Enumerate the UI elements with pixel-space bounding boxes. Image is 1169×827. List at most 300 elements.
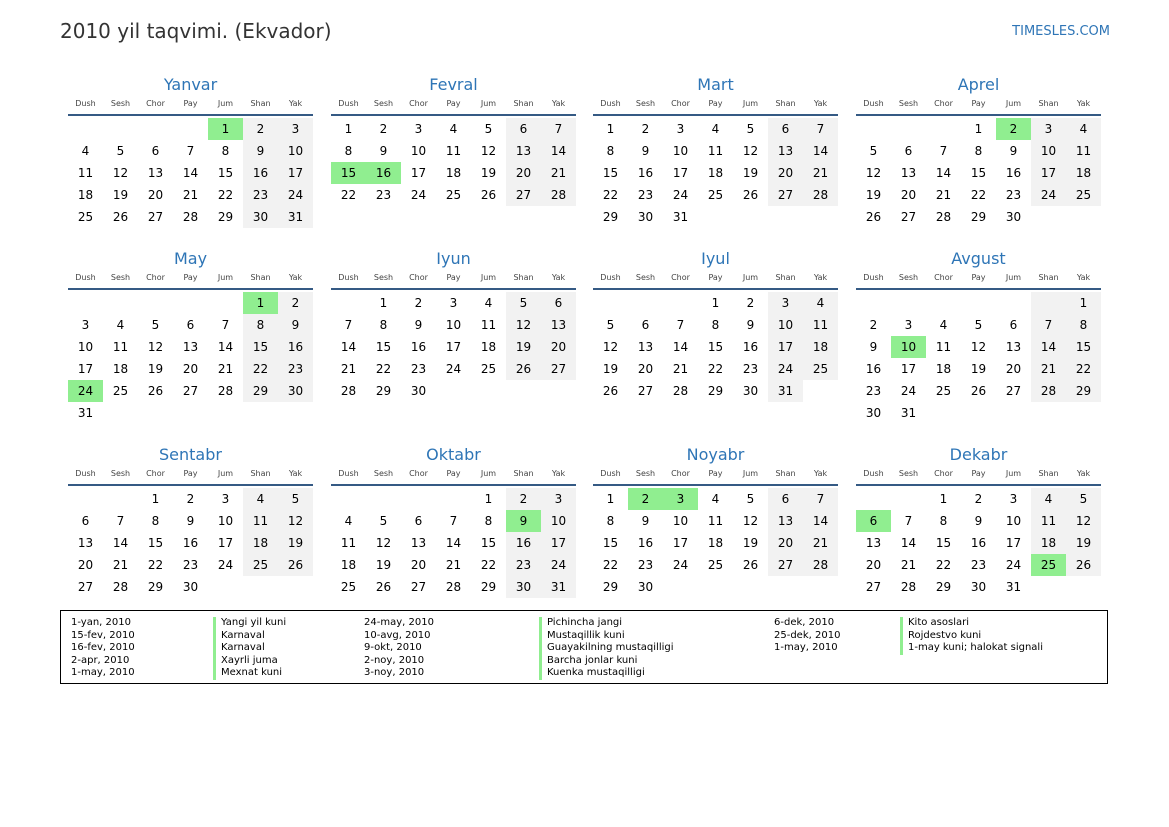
day-cell: 23 (410, 362, 427, 376)
day-cell: 8 (379, 318, 388, 332)
day-cell: 18 (707, 536, 724, 550)
day-cell: 17 (1005, 536, 1022, 550)
day-cell-holiday: 2 (628, 488, 663, 510)
weekday-label: Chor (934, 99, 953, 108)
weekday-label: Shan (1038, 469, 1059, 478)
day-cell: 11 (77, 166, 94, 180)
day-cell: 21 (182, 188, 199, 202)
day-cell: 27 (147, 210, 164, 224)
site-link[interactable]: TIMESLES.COM (1012, 24, 1110, 39)
day-cell: 3 (1031, 118, 1066, 140)
weekday-label: Sesh (110, 469, 131, 478)
day-cell: 26 (112, 210, 129, 224)
day-cell: 28 (1031, 380, 1066, 402)
day-cell: 4 (1031, 488, 1066, 510)
day-cell: 12 (602, 340, 619, 354)
day-cell: 17 (217, 536, 234, 550)
holiday-date: 2-apr, 2010 (71, 654, 130, 666)
weekday-label: Yak (288, 99, 303, 108)
weekday-label: Pay (708, 469, 723, 478)
day-grid (856, 290, 1101, 424)
day-cell: 30 (243, 206, 278, 228)
weekday-label: Dush (863, 469, 884, 478)
weekday-header (331, 467, 576, 486)
day-cell: 14 (803, 140, 838, 162)
day-empty (628, 292, 663, 314)
day-cell: 31 (900, 406, 917, 420)
month-oktabr (331, 445, 576, 598)
day-cell: 28 (445, 580, 462, 594)
holiday-name: Yangi yil kuni (213, 617, 286, 630)
weekday-label: Pay (446, 99, 461, 108)
day-cell: 5 (379, 514, 388, 528)
day-cell: 7 (676, 318, 685, 332)
weekday-label: Chor (409, 99, 428, 108)
weekday-label: Dush (863, 99, 884, 108)
weekday-label: Dush (338, 99, 359, 108)
day-cell: 8 (151, 514, 160, 528)
holiday-date: 6-dek, 2010 (774, 617, 835, 628)
day-empty (331, 292, 366, 314)
weekday-label: Pay (708, 273, 723, 282)
day-cell: 24 (445, 362, 462, 376)
day-cell: 29 (1066, 380, 1101, 402)
day-cell: 5 (151, 318, 160, 332)
day-cell: 18 (707, 166, 724, 180)
day-empty (856, 292, 891, 314)
day-cell: 24 (217, 558, 234, 572)
weekday-header (593, 97, 838, 116)
day-cell: 25 (1066, 184, 1101, 206)
day-empty (401, 488, 436, 510)
day-cell: 20 (900, 188, 917, 202)
day-cell: 30 (506, 576, 541, 598)
day-cell: 10 (217, 514, 234, 528)
day-cell: 10 (768, 314, 803, 336)
day-cell: 28 (541, 184, 576, 206)
day-cell: 30 (970, 580, 987, 594)
weekday-label: Yak (288, 273, 303, 282)
weekday-label: Yak (551, 273, 566, 282)
day-cell: 29 (147, 580, 164, 594)
day-cell: 3 (541, 488, 576, 510)
day-empty (103, 118, 138, 140)
day-cell: 9 (414, 318, 423, 332)
weekday-label: Chor (934, 469, 953, 478)
holiday-date: 25-dek, 2010 (774, 629, 841, 641)
day-cell: 20 (182, 362, 199, 376)
day-cell: 14 (541, 140, 576, 162)
day-cell: 13 (541, 314, 576, 336)
day-cell: 17 (278, 162, 313, 184)
day-cell: 18 (803, 336, 838, 358)
day-cell: 22 (707, 362, 724, 376)
weekday-label: Yak (288, 469, 303, 478)
day-cell: 13 (768, 510, 803, 532)
day-cell: 22 (375, 362, 392, 376)
month-may (68, 249, 313, 424)
day-cell: 24 (541, 554, 576, 576)
day-cell: 25 (243, 554, 278, 576)
day-cell: 25 (340, 580, 357, 594)
day-cell: 28 (112, 580, 129, 594)
day-cell: 10 (410, 144, 427, 158)
weekday-label: Shan (1038, 273, 1059, 282)
month-sentabr (68, 445, 313, 598)
day-cell: 5 (974, 318, 983, 332)
day-cell: 14 (935, 166, 952, 180)
day-cell: 5 (506, 292, 541, 314)
month-name: Noyabr (686, 445, 745, 464)
holiday-name: Guayakilning mustaqilligi (539, 642, 674, 655)
day-cell: 11 (803, 314, 838, 336)
day-cell: 13 (506, 140, 541, 162)
day-cell: 9 (278, 314, 313, 336)
day-cell: 16 (637, 536, 654, 550)
weekday-label: Chor (671, 273, 690, 282)
day-cell: 8 (939, 514, 948, 528)
day-cell: 13 (768, 140, 803, 162)
day-cell: 28 (672, 384, 689, 398)
day-cell: 14 (1031, 336, 1066, 358)
day-cell: 25 (77, 210, 94, 224)
day-cell: 8 (606, 144, 615, 158)
day-cell: 10 (672, 144, 689, 158)
day-cell: 21 (935, 188, 952, 202)
weekday-label: Chor (146, 99, 165, 108)
day-empty (996, 292, 1031, 314)
day-cell: 28 (217, 384, 234, 398)
holiday-date: 1-yan, 2010 (71, 617, 131, 628)
day-cell: 7 (449, 514, 458, 528)
day-cell: 27 (768, 554, 803, 576)
day-cell: 12 (865, 166, 882, 180)
day-cell: 8 (344, 144, 353, 158)
day-cell: 1 (939, 492, 948, 506)
day-cell-holiday: 16 (366, 162, 401, 184)
weekday-label: Pay (183, 273, 198, 282)
day-cell: 19 (602, 362, 619, 376)
day-empty (68, 292, 103, 314)
day-cell: 6 (151, 144, 160, 158)
month-name: Oktabr (426, 445, 481, 464)
weekday-header (593, 467, 838, 486)
weekday-label: Yak (1076, 99, 1091, 108)
day-cell: 6 (414, 514, 423, 528)
day-cell: 10 (672, 514, 689, 528)
month-name: May (173, 249, 208, 268)
day-cell: 27 (637, 384, 654, 398)
day-cell: 21 (217, 362, 234, 376)
day-cell: 16 (410, 340, 427, 354)
day-cell: 12 (742, 514, 759, 528)
day-cell: 26 (480, 188, 497, 202)
weekday-label: Dush (75, 469, 96, 478)
day-cell: 3 (278, 118, 313, 140)
holiday-name: 1-may kuni; halokat signali (900, 642, 1043, 655)
holiday-date: 1-may, 2010 (71, 667, 135, 678)
day-cell: 14 (112, 536, 129, 550)
day-cell: 15 (147, 536, 164, 550)
day-empty (366, 488, 401, 510)
day-cell: 15 (602, 166, 619, 180)
day-cell: 30 (637, 210, 654, 224)
day-cell: 2 (379, 122, 388, 136)
day-cell: 9 (379, 144, 388, 158)
day-cell: 24 (768, 358, 803, 380)
weekday-label: Shan (250, 99, 271, 108)
day-cell: 7 (803, 118, 838, 140)
day-cell: 31 (77, 406, 94, 420)
day-cell: 21 (340, 362, 357, 376)
day-cell: 22 (340, 188, 357, 202)
month-name: Yanvar (163, 75, 218, 94)
day-cell: 14 (672, 340, 689, 354)
day-cell: 23 (637, 558, 654, 572)
day-cell: 7 (803, 488, 838, 510)
day-cell: 27 (541, 358, 576, 380)
weekday-label: Shan (1038, 99, 1059, 108)
day-cell: 19 (1066, 532, 1101, 554)
day-cell: 5 (746, 122, 755, 136)
day-cell: 16 (970, 536, 987, 550)
weekday-label: Yak (551, 469, 566, 478)
day-cell: 18 (445, 166, 462, 180)
holiday-name: Rojdestvo kuni (900, 630, 1043, 643)
day-cell: 18 (1066, 162, 1101, 184)
day-cell: 24 (672, 188, 689, 202)
day-empty (891, 488, 926, 510)
legend-dates-column (364, 617, 434, 680)
day-cell-holiday: 3 (663, 488, 698, 510)
day-cell: 14 (445, 536, 462, 550)
day-cell: 23 (1005, 188, 1022, 202)
day-cell: 13 (147, 166, 164, 180)
day-cell: 14 (900, 536, 917, 550)
day-cell: 19 (970, 362, 987, 376)
day-cell: 3 (676, 122, 685, 136)
day-cell: 2 (278, 292, 313, 314)
day-cell: 10 (1031, 140, 1066, 162)
weekday-header (856, 97, 1101, 116)
day-cell: 29 (217, 210, 234, 224)
month-fevral (331, 75, 576, 206)
weekday-label: Shan (513, 99, 534, 108)
day-cell: 19 (742, 166, 759, 180)
day-grid (856, 486, 1101, 598)
holiday-date: 3-noy, 2010 (364, 667, 425, 678)
day-empty (926, 118, 961, 140)
day-cell: 8 (974, 144, 983, 158)
weekday-label: Yak (813, 469, 828, 478)
day-cell: 2 (243, 118, 278, 140)
day-cell: 11 (445, 144, 462, 158)
day-cell: 29 (602, 580, 619, 594)
day-cell: 26 (742, 558, 759, 572)
day-cell: 29 (480, 580, 497, 594)
day-empty (926, 292, 961, 314)
day-cell: 18 (77, 188, 94, 202)
day-empty (173, 292, 208, 314)
page-title: 2010 yil taqvimi. (Ekvador) (60, 19, 332, 43)
day-cell: 29 (707, 384, 724, 398)
day-cell: 13 (410, 536, 427, 550)
weekday-label: Sesh (635, 273, 656, 282)
day-cell: 1 (1066, 292, 1101, 314)
day-cell: 20 (768, 532, 803, 554)
weekday-label: Shan (250, 469, 271, 478)
month-noyabr (593, 445, 838, 598)
day-cell: 21 (672, 362, 689, 376)
day-cell: 5 (746, 492, 755, 506)
day-cell: 5 (484, 122, 493, 136)
day-cell: 9 (869, 340, 878, 354)
day-cell: 22 (480, 558, 497, 572)
day-cell: 2 (974, 492, 983, 506)
day-cell: 28 (900, 580, 917, 594)
weekday-label: Shan (775, 99, 796, 108)
day-cell: 26 (147, 384, 164, 398)
day-cell-holiday: 24 (68, 380, 103, 402)
weekday-label: Jum (1005, 99, 1022, 108)
day-cell: 16 (506, 532, 541, 554)
day-cell: 20 (1005, 362, 1022, 376)
day-cell: 8 (1066, 314, 1101, 336)
legend-dates-column (71, 617, 135, 680)
day-cell: 19 (506, 336, 541, 358)
day-cell: 17 (1031, 162, 1066, 184)
day-empty (856, 118, 891, 140)
weekday-label: Dush (600, 273, 621, 282)
weekday-label: Jum (217, 99, 234, 108)
month-aprel (856, 75, 1101, 228)
day-cell: 4 (711, 122, 720, 136)
weekday-label: Pay (971, 469, 986, 478)
day-cell: 26 (742, 188, 759, 202)
day-cell: 4 (803, 292, 838, 314)
day-cell: 15 (375, 340, 392, 354)
holiday-name: Karnaval (213, 642, 286, 655)
day-cell: 23 (506, 554, 541, 576)
weekday-label: Dush (75, 273, 96, 282)
weekday-label: Yak (1076, 469, 1091, 478)
day-cell: 12 (1066, 510, 1101, 532)
weekday-label: Jum (480, 99, 497, 108)
day-cell: 10 (1005, 514, 1022, 528)
day-cell: 28 (803, 184, 838, 206)
holiday-date: 16-fev, 2010 (71, 642, 135, 653)
weekday-label: Dush (600, 99, 621, 108)
day-cell: 9 (1009, 144, 1018, 158)
day-cell: 17 (672, 166, 689, 180)
day-cell: 16 (865, 362, 882, 376)
day-cell: 5 (869, 144, 878, 158)
day-cell: 6 (506, 118, 541, 140)
day-cell: 13 (77, 536, 94, 550)
weekday-label: Dush (600, 469, 621, 478)
day-cell: 12 (480, 144, 497, 158)
day-cell: 11 (480, 318, 497, 332)
day-cell: 7 (541, 118, 576, 140)
day-cell: 25 (445, 188, 462, 202)
day-cell: 15 (217, 166, 234, 180)
day-empty (68, 488, 103, 510)
holiday-name: Xayrli juma (213, 655, 286, 668)
day-cell: 10 (541, 510, 576, 532)
day-cell: 22 (147, 558, 164, 572)
day-cell: 21 (803, 162, 838, 184)
weekday-label: Sesh (635, 469, 656, 478)
holiday-name: Karnaval (213, 630, 286, 643)
day-cell: 7 (939, 144, 948, 158)
day-cell: 6 (541, 292, 576, 314)
day-cell: 22 (217, 188, 234, 202)
day-cell: 2 (414, 296, 423, 310)
day-cell-holiday: 1 (243, 292, 278, 314)
day-cell: 17 (900, 362, 917, 376)
day-cell: 1 (379, 296, 388, 310)
day-cell: 23 (970, 558, 987, 572)
weekday-header (856, 467, 1101, 486)
day-cell: 12 (506, 314, 541, 336)
month-name: Iyul (701, 249, 730, 268)
day-cell: 17 (77, 362, 94, 376)
day-cell: 31 (672, 210, 689, 224)
weekday-label: Sesh (373, 469, 394, 478)
day-cell: 20 (768, 162, 803, 184)
day-grid (331, 486, 576, 598)
day-cell: 7 (186, 144, 195, 158)
day-cell: 22 (602, 188, 619, 202)
day-cell: 24 (278, 184, 313, 206)
day-cell: 13 (637, 340, 654, 354)
day-cell: 2 (506, 488, 541, 510)
weekday-header (856, 271, 1101, 290)
day-cell: 19 (375, 558, 392, 572)
day-cell: 8 (243, 314, 278, 336)
holiday-name: Pichincha jangi (539, 617, 674, 630)
day-cell: 1 (344, 122, 353, 136)
day-cell: 4 (243, 488, 278, 510)
day-cell: 27 (77, 580, 94, 594)
day-cell: 27 (1005, 384, 1022, 398)
day-cell: 11 (707, 144, 724, 158)
day-cell: 19 (865, 188, 882, 202)
day-cell: 17 (410, 166, 427, 180)
day-cell: 3 (414, 122, 423, 136)
weekday-label: Yak (551, 99, 566, 108)
day-cell: 1 (484, 492, 493, 506)
day-cell: 27 (182, 384, 199, 398)
holiday-date: 10-avg, 2010 (364, 629, 431, 641)
day-cell: 20 (541, 336, 576, 358)
day-cell: 12 (970, 340, 987, 354)
day-cell: 23 (182, 558, 199, 572)
day-cell: 25 (112, 384, 129, 398)
weekday-label: Jum (480, 469, 497, 478)
day-cell: 11 (340, 536, 357, 550)
day-empty (1031, 292, 1066, 314)
day-cell: 11 (935, 340, 952, 354)
day-cell: 3 (768, 292, 803, 314)
weekday-header (331, 97, 576, 116)
day-cell: 24 (1005, 558, 1022, 572)
day-cell: 8 (484, 514, 493, 528)
day-cell: 1 (151, 492, 160, 506)
weekday-label: Sesh (110, 99, 131, 108)
day-grid (68, 486, 313, 598)
day-cell: 6 (641, 318, 650, 332)
